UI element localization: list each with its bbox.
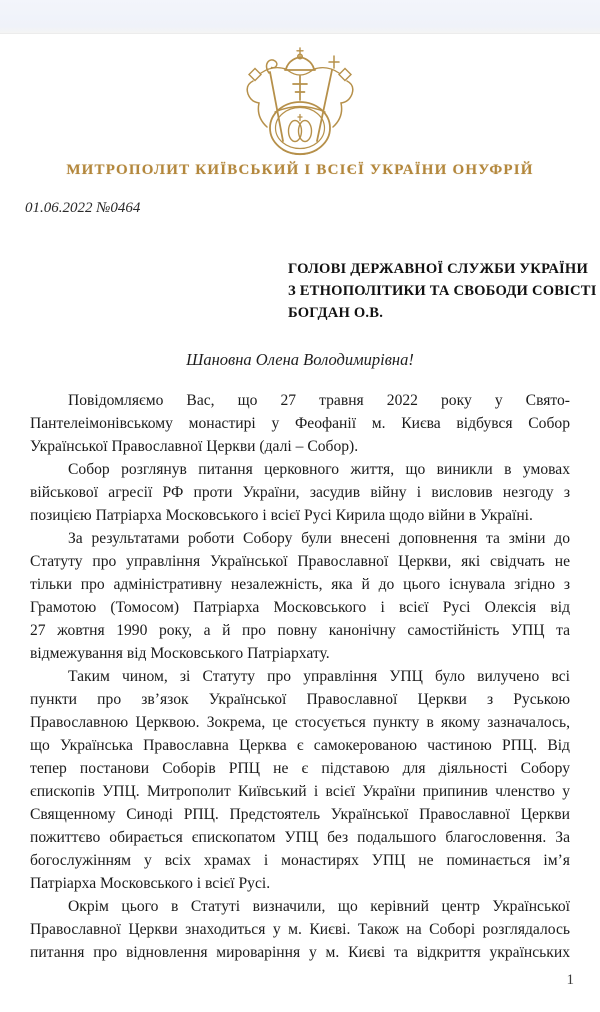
body-line: військової агресії РФ проти України, засудив війну і висловив незгоду з	[30, 484, 570, 501]
body-line: Української Православної Церкви (далі – Собор).	[30, 438, 359, 455]
body-line: єпископів УПЦ. Митрополит Київський і всієї України припинив членство у	[30, 783, 570, 800]
reference-date-number: 01.06.2022 №0464	[25, 200, 141, 216]
body-line: Окрім цього в Статуті визначили, що керівний центр Української	[68, 898, 570, 915]
body-line: Статуту про управління Української Православної Церкви, які свідчать не	[30, 553, 570, 570]
body-line: позицією Патріарха Московського і всієї Русі Кирила щодо війни в Україні.	[30, 507, 533, 524]
addressee-line: ГОЛОВІ ДЕРЖАВНОЇ СЛУЖБИ УКРАЇНИ	[288, 261, 589, 277]
body-line: Таким чином, зі Статуту про управління УПЦ було вилучено всі	[68, 668, 570, 685]
letterhead-title: МИТРОПОЛИТ КИЇВСЬКИЙ І ВСІЄЇ УКРАЇНИ ОНУФРІЙ	[66, 162, 534, 178]
page-number: 1	[566, 972, 574, 988]
body-line: Патріарха Московського і всієї Русі.	[30, 875, 271, 892]
body-paragraph	[30, 389, 570, 458]
body-line: Пантелеімонівському монастирі у Феофанії м. Києва відбувся Собор	[30, 415, 570, 432]
body-line: 27 жовтня 1990 року, а й про повну канонічну самостійність УПЦ та	[30, 622, 570, 639]
body-line: питання про відновлення мироваріння у м. Києві та відкриття українських	[30, 944, 570, 961]
body-line: Священному Синоді РПЦ. Предстоятель Української Православної Церкви	[30, 806, 570, 823]
metropolitan-emblem-icon	[225, 46, 375, 158]
body-paragraph	[30, 527, 570, 665]
body-line: тепер постанови Соборів РПЦ не є підставою для діяльності Собору	[30, 760, 570, 777]
body-line: тільки про адміністративну незалежність, яка й до цього існувала згідно з	[30, 576, 570, 593]
body-line: За результатами роботи Собору були внесені доповнення та зміни до	[68, 530, 570, 547]
body-line: пожиттєво обирається єпископатом УПЦ без подальшого благословення. За	[30, 829, 570, 846]
body-paragraph	[30, 458, 570, 527]
body-line: що Українська Православна Церква є самокерованою частиною РПЦ. Від	[30, 737, 570, 754]
photo-background-edge	[0, 0, 600, 34]
body-line: богослужінням у всіх храмах і монастирях УПЦ не поминається ім’я	[30, 852, 570, 869]
body-line: Православної Церкви знаходиться у м. Києві. Також на Соборі розглядалось	[30, 921, 570, 938]
letterhead	[0, 46, 600, 158]
addressee-line: З ЕТНОПОЛІТИКИ ТА СВОБОДИ СОВІСТІ	[288, 283, 597, 299]
body-line: Православною Церквою. Зокрема, це стосується пункту в якому зазначалось,	[30, 714, 570, 731]
body-line: Грамотою (Томосом) Патріарха Московського і всієї Русі Олексія від	[30, 599, 570, 616]
addressee-block	[288, 258, 600, 324]
body-line: пункти про зв’язок Української Православної Церкви з Руською	[30, 691, 570, 708]
letter-body	[30, 389, 570, 964]
body-paragraph	[30, 895, 570, 964]
body-line: відмежування від Московського Патріархату.	[30, 645, 330, 662]
body-line: Собор розглянув питання церковного життя, що виникли в умовах	[68, 461, 570, 478]
body-line: Повідомляємо Вас, що 27 травня 2022 року у Свято-	[68, 392, 570, 409]
addressee-line: БОГДАН О.В.	[288, 305, 384, 321]
body-paragraph	[30, 665, 570, 895]
salutation: Шановна Олена Володимирівна!	[186, 350, 414, 369]
